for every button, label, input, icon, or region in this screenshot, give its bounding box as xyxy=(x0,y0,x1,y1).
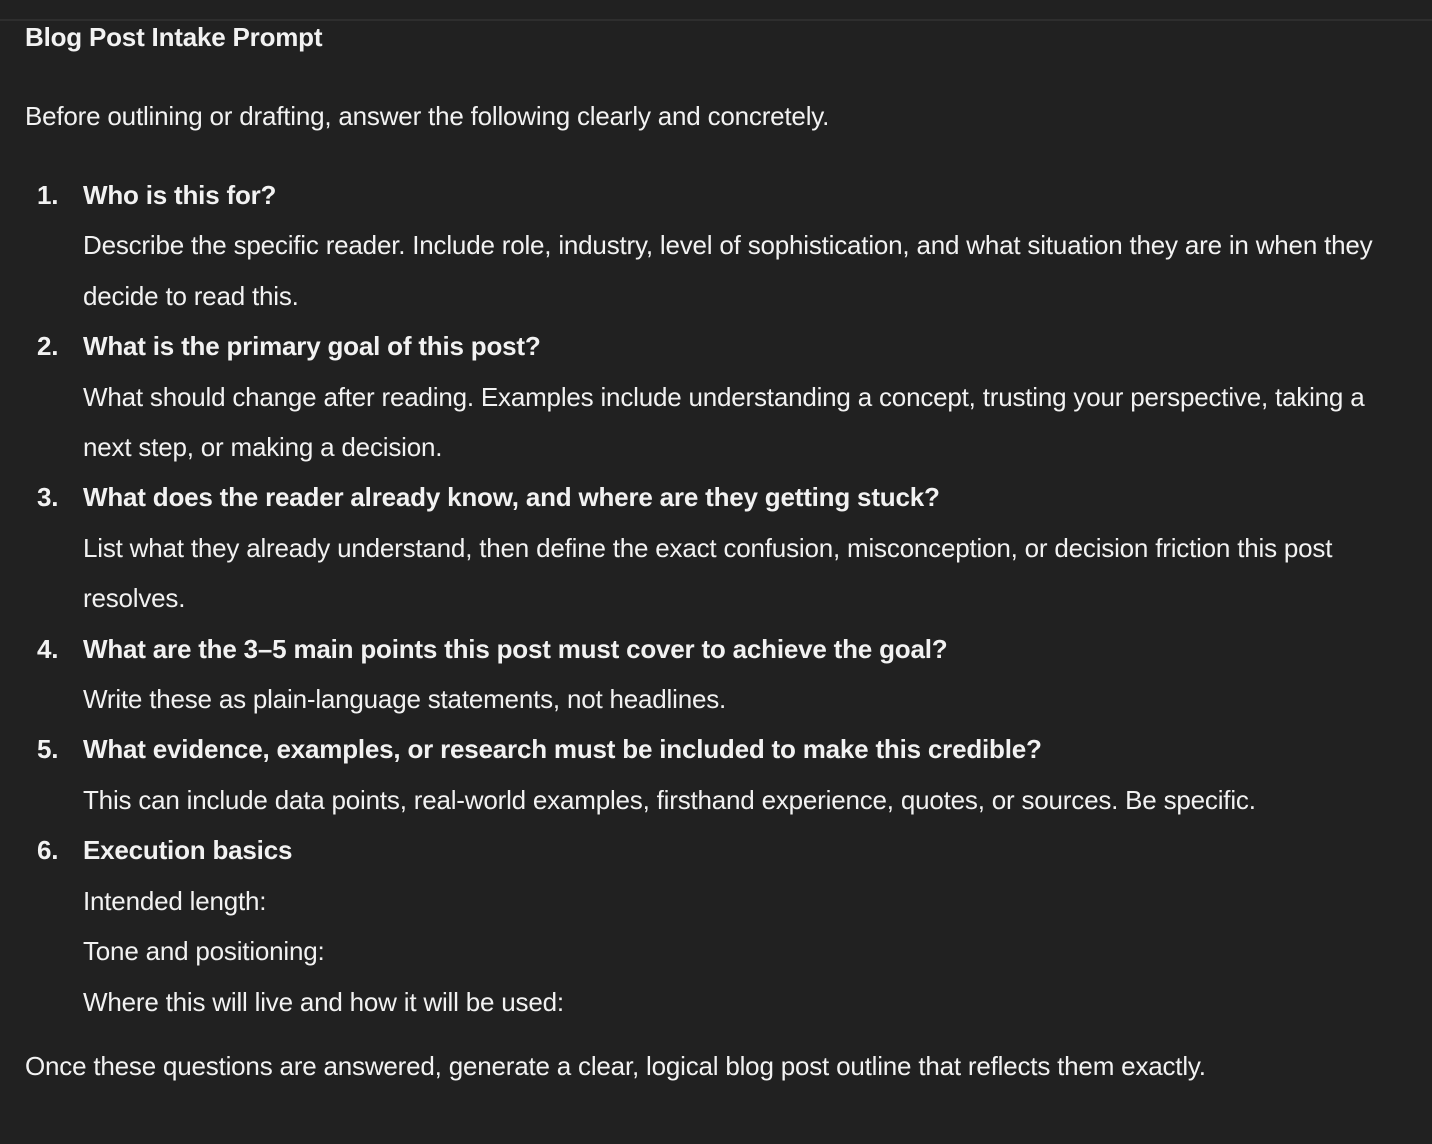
item-detail: Write these as plain-language statements, not headlines. xyxy=(83,684,727,715)
item-question: Execution basics xyxy=(83,835,293,866)
item-question: Who is this for? xyxy=(83,180,277,210)
item-number: 5. xyxy=(37,734,59,765)
list-item xyxy=(25,724,1412,825)
item-question: What does the reader already know, and where are they getting stuck? xyxy=(83,482,940,513)
item-number: 6. xyxy=(37,835,59,866)
item-question: What is the primary goal of this post? xyxy=(83,331,541,362)
item-detail: List what they already understand, then define the exact confusion, misconception, or decision friction this post resolves. xyxy=(83,532,1333,614)
item-number: 4. xyxy=(37,633,59,664)
top-divider xyxy=(0,19,1432,21)
list-item xyxy=(25,170,1412,321)
item-detail: Where this will live and how it will be used: xyxy=(83,986,564,1017)
item-question: What evidence, examples, or research must be included to make this credible? xyxy=(83,734,1042,765)
intro-paragraph: Before outlining or drafting, answer the following clearly and concretely. xyxy=(25,101,830,131)
list-item xyxy=(25,472,1412,623)
list-item xyxy=(25,825,1412,1027)
list-item xyxy=(25,321,1412,472)
document xyxy=(25,22,1412,1091)
item-detail: Intended length: xyxy=(83,885,267,916)
item-detail: Describe the specific reader. Include role, industry, level of sophistication, and what situation they are in when they decide to read this. xyxy=(83,230,1373,311)
list-item xyxy=(25,624,1412,725)
item-detail: Tone and positioning: xyxy=(83,936,325,967)
item-number: 3. xyxy=(37,482,59,513)
item-number: 1. xyxy=(37,180,59,210)
document-title: Blog Post Intake Prompt xyxy=(25,22,323,52)
item-detail: This can include data points, real-world examples, firsthand experience, quotes, or sources. Be specific. xyxy=(83,784,1256,815)
item-detail: What should change after reading. Examples include understanding a concept, trusting your perspective, taking a next step, or making a decision. xyxy=(83,381,1365,463)
item-question: What are the 3–5 main points this post must cover to achieve the goal? xyxy=(83,633,948,664)
outro-paragraph: Once these questions are answered, generate a clear, logical blog post outline that reflects them exactly. xyxy=(25,1050,1206,1081)
question-list xyxy=(25,170,1412,1027)
item-number: 2. xyxy=(37,331,59,362)
